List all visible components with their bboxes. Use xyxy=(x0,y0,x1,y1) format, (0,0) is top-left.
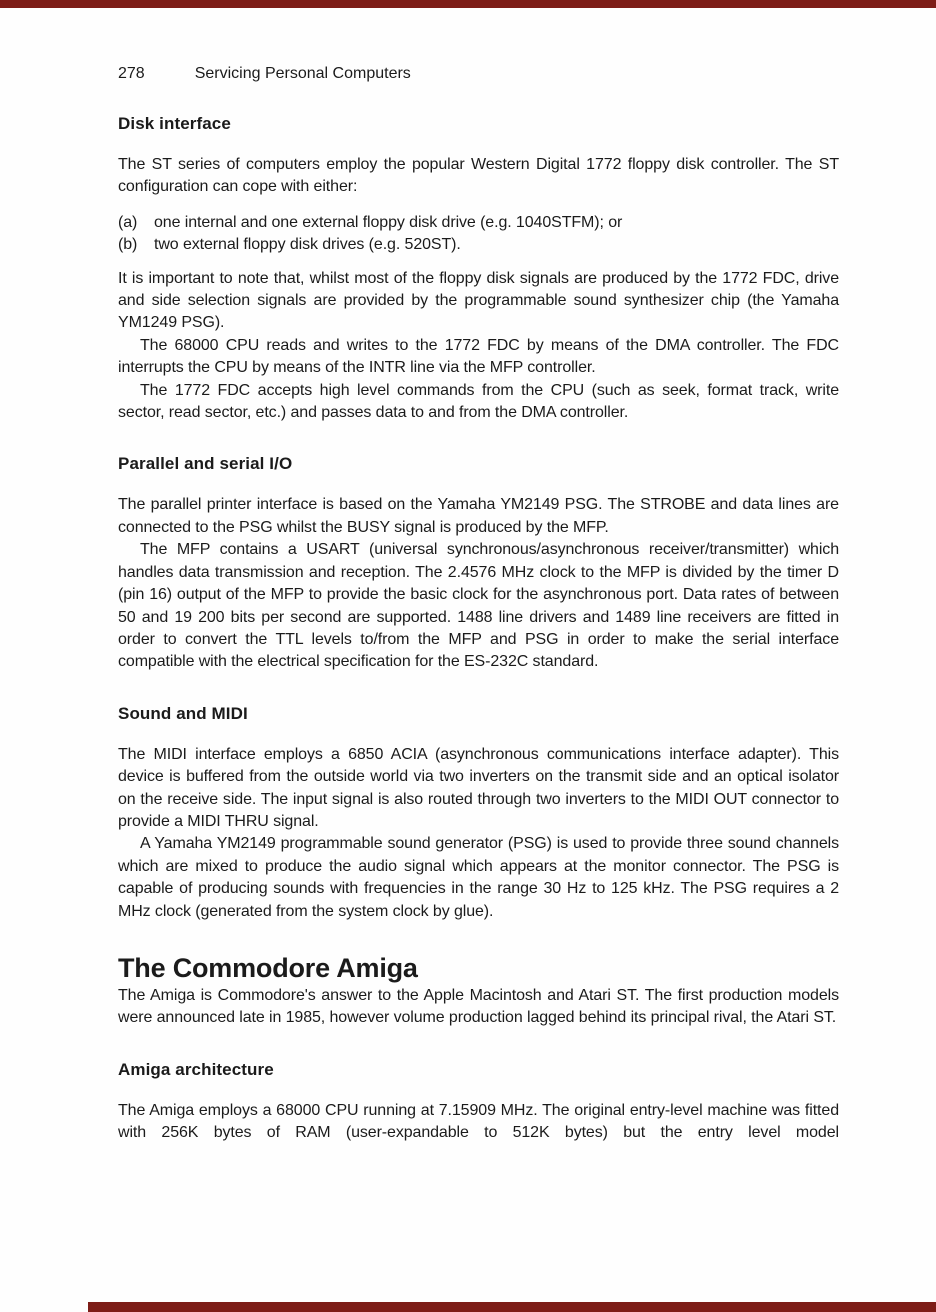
heading-the-commodore-amiga: The Commodore Amiga xyxy=(118,952,418,983)
amiga-architecture-paragraph-1: The Amiga employs a 68000 CPU running at 7.15909 MHz. The original entry-level machine was fitted with 256K bytes of RAM (user-expandable to 512K bytes) but the entry level model xyxy=(118,1101,839,1142)
list-text-b: two external floppy disk drives (e.g. 520ST). xyxy=(154,236,461,254)
running-title: Servicing Personal Computers xyxy=(194,65,411,82)
heading-parallel-serial-io: Parallel and serial I/O xyxy=(118,454,293,474)
disk-paragraph-1: The ST series of computers employ the popular Western Digital 1772 floppy disk controller. The ST configuration can cope with either: xyxy=(118,156,839,196)
disk-paragraph-2: It is important to note that, whilst most of the floppy disk signals are produced by the 1772 FDC, drive and side selection signals are provided by the programmable sound synthesizer chip (the Yamaha YM1249 PSG). xyxy=(118,269,839,332)
list-item xyxy=(118,212,839,234)
heading-sound-and-midi: Sound and MIDI xyxy=(118,703,248,723)
sound-midi-paragraph-2: A Yamaha YM2149 programmable sound generator (PSG) is used to provide three sound channels which are mixed to produce the audio signal which appears at the monitor connector. The PSG is capable of producing sounds with frequencies in the range 30 Hz to 125 kHz. The PSG requires a 2 MHz clock (generated from the system clock by glue). xyxy=(118,835,839,920)
page-number: 278 xyxy=(118,65,145,82)
page-content xyxy=(118,0,839,1145)
list-marker-b: (b) xyxy=(118,236,138,254)
parallel-serial-paragraph-1: The parallel printer interface is based on the Yamaha YM2149 PSG. The STROBE and data lines are connected to the PSG whilst the BUSY signal is produced by the MFP. xyxy=(118,496,839,536)
heading-disk-interface: Disk interface xyxy=(118,114,231,133)
disk-paragraph-3: The 68000 CPU reads and writes to the 1772 FDC by means of the DMA controller. The FDC interrupts the CPU by means of the INTR line via the MFP controller. xyxy=(118,336,839,377)
list-marker-a: (a) xyxy=(118,213,138,231)
running-header xyxy=(118,64,839,84)
drive-options-list xyxy=(118,212,839,257)
parallel-serial-paragraph-2: The MFP contains a USART (universal synchronous/asynchronous receiver/transmitter) which handles data transmission and reception. The 2.4576 MHz clock to the MFP is divided by the timer D (pin 16) output of the MFP to provide the basic clock for the asynchronous port. Data rates of between 50 and 19 200 bits per second are supported. 1488 line drivers and 1489 line receivers are fitted in order to convert the TTL levels to/from the MFP and PSG in order to make the serial interface compatible with the electrical specification for the ES-232C standard. xyxy=(118,541,839,671)
list-text-a: one internal and one external floppy disk drive (e.g. 1040STFM); or xyxy=(154,213,623,231)
heading-amiga-architecture: Amiga architecture xyxy=(118,1059,274,1079)
scan-edge-bottom-bar xyxy=(88,1302,936,1312)
amiga-paragraph-1: The Amiga is Commodore's answer to the Apple Macintosh and Atari ST. The first production models were announced late in 1985, however volume production lagged behind its principal rival, the Atari ST. xyxy=(118,986,839,1027)
sound-midi-paragraph-1: The MIDI interface employs a 6850 ACIA (asynchronous communications interface adapter). This device is buffered from the outside world via two inverters on the transmit side and an optical isolator on the receive side. The input signal is also routed through two inverters to the MIDI OUT connector to provide a MIDI THRU signal. xyxy=(118,745,839,830)
list-item xyxy=(118,234,839,256)
disk-paragraph-4: The 1772 FDC accepts high level commands from the CPU (such as seek, format track, write sector, read sector, etc.) and passes data to and from the DMA controller. xyxy=(118,381,839,422)
